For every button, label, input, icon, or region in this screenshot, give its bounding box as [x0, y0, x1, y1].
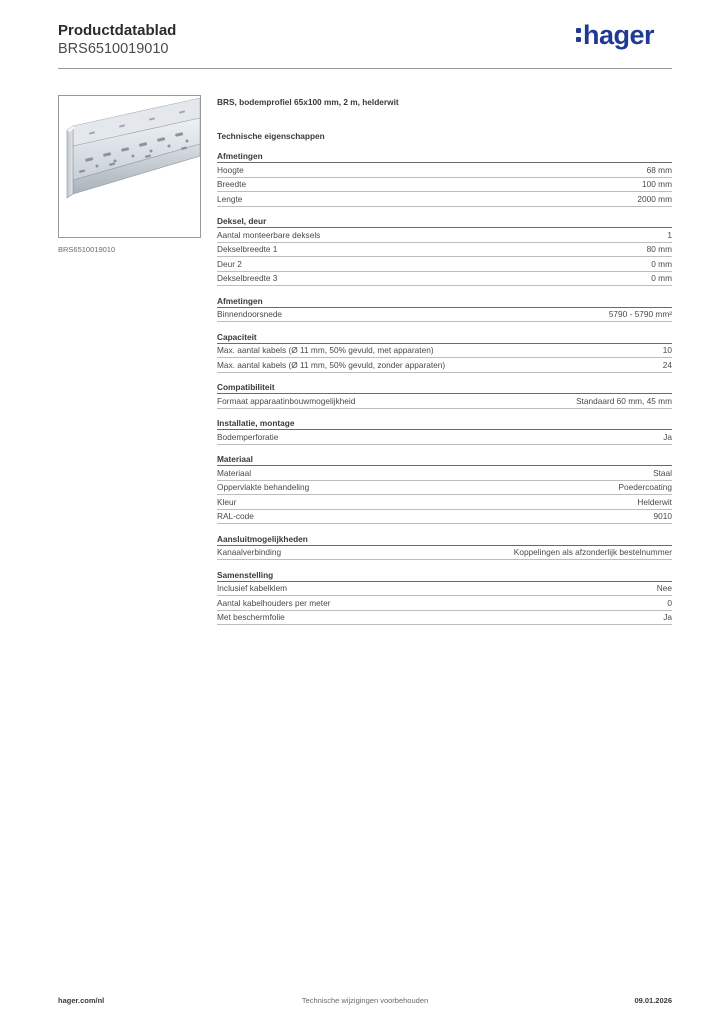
spec-value: Koppelingen als afzonderlijk bestelnummer — [513, 547, 672, 558]
spec-value: Standaard 60 mm, 45 mm — [576, 395, 672, 406]
spec-label: Breedte — [217, 179, 247, 190]
spec-value: 68 mm — [646, 164, 672, 175]
spec-value: 5790 - 5790 mm² — [608, 309, 672, 320]
product-code: BRS6510019010 — [58, 41, 169, 57]
product-image — [58, 95, 201, 238]
spec-label: Dekselbreedte 3 — [217, 273, 278, 284]
spec-value: 2000 mm — [637, 193, 672, 204]
spec-sections — [217, 150, 672, 625]
spec-label: Inclusief kabelklem — [217, 583, 288, 594]
footer-notice: Technische wijzigingen voorbehouden — [301, 996, 429, 1005]
spec-label: Bodemperforatie — [217, 431, 279, 442]
spec-value: 1 — [667, 229, 672, 240]
spec-value: 24 — [662, 359, 672, 370]
spec-row — [217, 243, 672, 258]
spec-value: 10 — [662, 345, 672, 356]
spec-section — [217, 569, 672, 626]
spec-label: Aantal monteerbare deksels — [217, 229, 321, 240]
logo-text: hager — [582, 20, 654, 50]
spec-row — [217, 272, 672, 287]
spec-label: Kanaalverbinding — [217, 547, 282, 558]
spec-label: RAL-code — [217, 511, 254, 522]
spec-label: Max. aantal kabels (Ø 11 mm, 50% gevuld, met apparaten) — [217, 345, 434, 356]
spec-value: Nee — [656, 583, 672, 594]
spec-row — [217, 582, 672, 597]
section-title: Compatibiliteit — [217, 381, 672, 394]
spec-row — [217, 546, 672, 561]
spec-row — [217, 394, 672, 409]
spec-row — [217, 481, 672, 496]
spec-label: Formaat apparaatinbouwmogelijkheid — [217, 395, 356, 406]
spec-label: Deur 2 — [217, 258, 242, 269]
spec-row — [217, 430, 672, 445]
spec-section — [217, 453, 672, 524]
spec-row — [217, 228, 672, 243]
hager-logo — [576, 20, 654, 50]
page-header — [58, 20, 672, 70]
spec-row — [217, 257, 672, 272]
spec-section — [217, 150, 672, 207]
spec-row — [217, 510, 672, 525]
spec-row — [217, 163, 672, 178]
product-specifications — [217, 96, 672, 634]
header-divider — [58, 68, 672, 69]
spec-value: Ja — [663, 431, 672, 442]
section-title: Afmetingen — [217, 150, 672, 163]
image-caption: BRS6510019010 — [58, 245, 116, 254]
spec-value: 9010 — [653, 511, 672, 522]
section-title: Samenstelling — [217, 569, 672, 582]
spec-row — [217, 192, 672, 207]
spec-label: Max. aantal kabels (Ø 11 mm, 50% gevuld, zonder apparaten) — [217, 359, 446, 370]
spec-row — [217, 358, 672, 373]
spec-value: Staal — [653, 467, 672, 478]
spec-value: Poedercoating — [618, 482, 672, 493]
spec-label: Dekselbreedte 1 — [217, 244, 278, 255]
spec-row — [217, 611, 672, 626]
spec-value: 0 — [667, 597, 672, 608]
section-title: Aansluitmogelijkheden — [217, 533, 672, 546]
spec-row — [217, 308, 672, 323]
spec-label: Oppervlakte behandeling — [217, 482, 310, 493]
technical-properties-heading: Technische eigenschappen — [217, 131, 325, 141]
section-title: Afmetingen — [217, 295, 672, 308]
spec-section — [217, 295, 672, 323]
spec-value: 0 mm — [651, 273, 672, 284]
spec-value: Helderwit — [637, 496, 672, 507]
section-title: Installatie, montage — [217, 417, 672, 430]
spec-label: Materiaal — [217, 467, 252, 478]
spec-label: Hoogte — [217, 164, 244, 175]
spec-label: Kleur — [217, 496, 237, 507]
footer-website-link[interactable]: hager.com/nl — [58, 996, 105, 1005]
product-name: BRS, bodemprofiel 65x100 mm, 2 m, helderwit — [217, 97, 399, 107]
spec-row — [217, 466, 672, 481]
spec-label: Met beschermfolie — [217, 612, 285, 623]
footer-date: 09.01.2026 — [634, 996, 672, 1005]
spec-value: 100 mm — [642, 179, 672, 190]
section-title: Capaciteit — [217, 331, 672, 344]
section-title: Materiaal — [217, 453, 672, 466]
spec-row — [217, 178, 672, 193]
spec-value: 80 mm — [646, 244, 672, 255]
spec-section — [217, 331, 672, 373]
section-title: Deksel, deur — [217, 215, 672, 228]
spec-section — [217, 533, 672, 561]
logo-dots-icon — [576, 22, 581, 48]
spec-label: Lengte — [217, 193, 243, 204]
spec-section — [217, 417, 672, 445]
spec-label: Binnendoorsnede — [217, 309, 283, 320]
document-title: Productdatablad — [58, 22, 177, 39]
cable-trunking-profile-image — [59, 96, 200, 237]
spec-section — [217, 215, 672, 286]
page-footer — [58, 996, 672, 1008]
spec-section — [217, 381, 672, 409]
spec-value: 0 mm — [651, 258, 672, 269]
spec-value: Ja — [663, 612, 672, 623]
spec-row — [217, 344, 672, 359]
spec-label: Aantal kabelhouders per meter — [217, 597, 331, 608]
spec-row — [217, 495, 672, 510]
spec-row — [217, 596, 672, 611]
